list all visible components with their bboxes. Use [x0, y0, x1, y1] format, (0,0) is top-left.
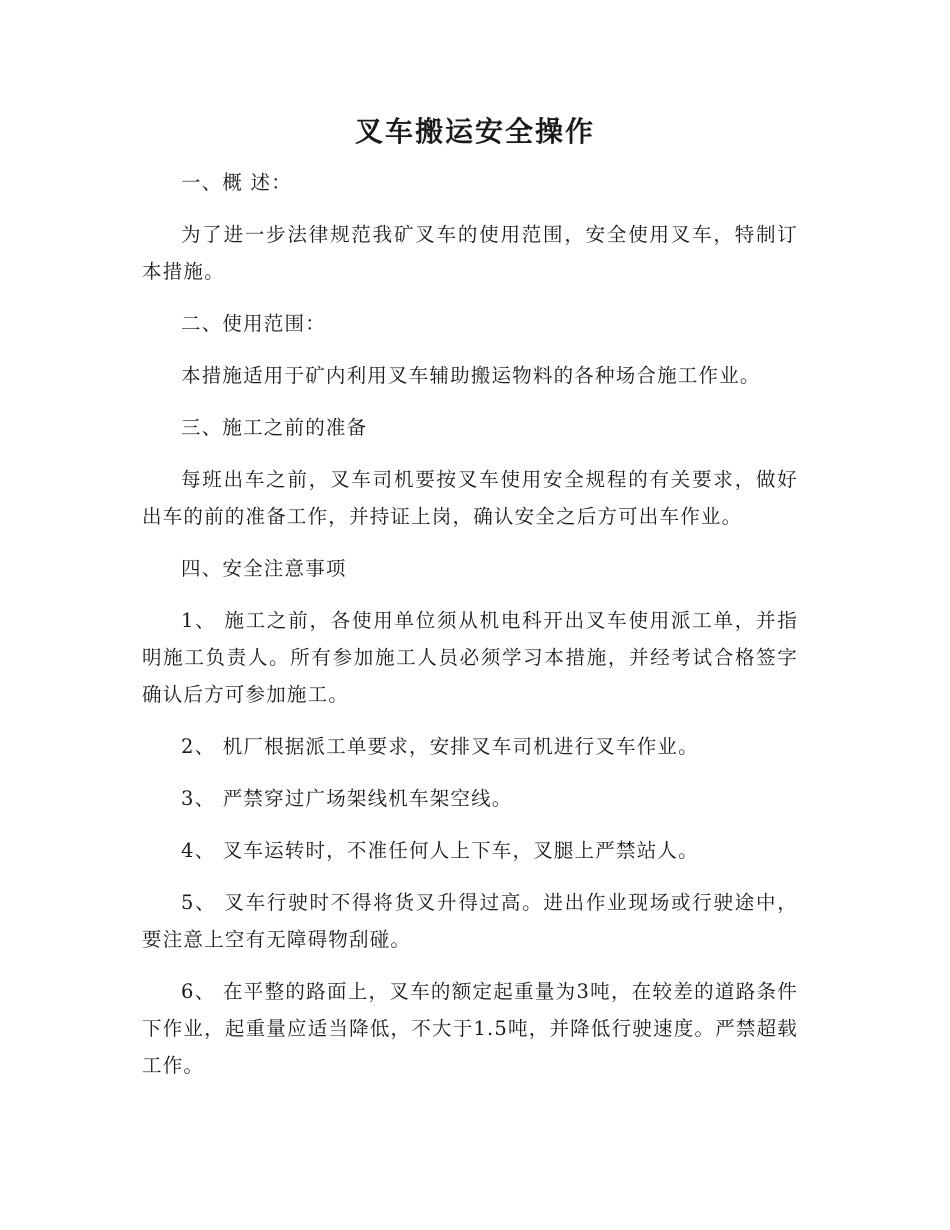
paragraph-preparation: 每班出车之前，叉车司机要按叉车使用安全规程的有关要求，做好出车的前的准备工作，并持证上岗，确认安全之后方可出车作业。 [142, 468, 798, 528]
document-body [142, 164, 798, 1099]
list-item-2: 2、 机厂根据派工单要求，安排叉车司机进行叉车作业。 [181, 735, 699, 758]
section-heading-overview: 一、概 述： [181, 171, 292, 194]
section-heading-safety: 四、安全注意事项 [181, 557, 347, 580]
section-heading-preparation: 三、施工之前的准备 [181, 416, 368, 439]
list-item-1: 1、 施工之前，各使用单位须从机电科开出叉车使用派工单，并指明施工负责人。所有参加施工人员必须学习本措施，并经考试合格签字确认后方可参加施工。 [142, 609, 798, 706]
paragraph-scope: 本措施适用于矿内利用叉车辅助搬运物料的各种场合施工作业。 [181, 364, 761, 387]
document-title: 叉车搬运安全操作 [354, 115, 595, 148]
section-heading-scope: 二、使用范围： [181, 312, 326, 335]
paragraph-purpose: 为了进一步法律规范我矿叉车的使用范围，安全使用叉车，特制订本措施。 [142, 223, 798, 283]
list-item-4: 4、 叉车运转时，不准任何人上下车，叉腿上严禁站人。 [181, 839, 699, 862]
list-item-3: 3、 严禁穿过广场架线机车架空线。 [181, 787, 513, 810]
list-item-6: 6、 在平整的路面上，叉车的额定起重量为3吨，在较差的道路条件下作业，起重量应适当降低，不大于1.5吨，并降低行驶速度。严禁超载工作。 [142, 980, 798, 1077]
list-item-5: 5、 叉车行驶时不得将货叉升得过高。进出作业现场或行驶途中，要注意上空有无障碍物刮碰。 [142, 891, 798, 951]
